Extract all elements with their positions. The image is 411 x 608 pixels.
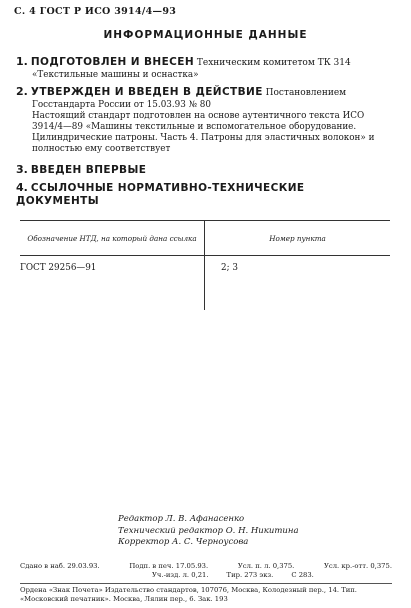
pub-field: Уч.-изд. л. 0,21.: [152, 570, 209, 579]
table-header: [20, 221, 390, 256]
section-text-line2: Госстандарта России от 15.03.93 № 80: [32, 99, 211, 110]
section-2: [16, 86, 390, 155]
publication-row-2: [152, 571, 392, 580]
section-text: Постановлением: [262, 88, 347, 98]
tech-editor-line: Технический редактор О. Н. Никитина: [118, 525, 299, 536]
pub-field: Тир. 273 экз.: [226, 570, 274, 579]
section-caption: УТВЕРЖДЕН И ВВЕДЕН В ДЕЙСТВИЕ: [30, 86, 263, 98]
pub-field: Усл. кр.-отт. 0,375.: [324, 562, 392, 570]
references-table: [20, 220, 390, 310]
table-cell-clause: 2; 3: [221, 263, 238, 273]
printer-info: Ордена «Знак Почета» Издательство стандартов, 107076, Москва, Колодезный пер., 14. Тип. «Московский печатник». Москва, Лялин пер., 6. Зак. 193: [20, 586, 357, 603]
section-caption: ССЫЛОЧНЫЕ НОРМАТИВНО-ТЕХНИЧЕСКИЕ ДОКУМЕНТЫ: [16, 182, 305, 207]
section-number: 4.: [16, 181, 28, 194]
divider: [20, 583, 392, 584]
section-1: [16, 56, 390, 81]
pub-field: Усл. п. л. 0,375.: [237, 562, 295, 570]
column-header-document: Обозначение НТД, на который дана ссылка: [20, 221, 205, 255]
pub-field: Подп. в печ. 17.05.93.: [129, 562, 209, 570]
corrector-line: Корректор А. С. Черноусова: [118, 537, 249, 547]
section-4: [16, 182, 356, 208]
publication-row-1: [20, 562, 392, 571]
section-text: Техническим комитетом ТК 314: [194, 58, 351, 68]
section-number: 3.: [16, 163, 28, 176]
editors-block: [118, 514, 299, 549]
section-3: [16, 164, 390, 178]
pub-field: С 283.: [291, 570, 314, 579]
section-number: 1.: [16, 55, 28, 68]
section-text-line2: «Текстильные машины и оснастка»: [32, 69, 199, 80]
section-caption: ПОДГОТОВЛЕН И ВНЕСЕН: [30, 56, 195, 68]
section-paragraph: Настоящий стандарт подготовлен на основе аутентичного текста ИСО 3914/4—89 «Машины текстильные и вспомогательное оборудование. Цилиндрические патроны. Часть 4. Патроны для эластичных волокон» и полностью ему соответствует: [32, 110, 375, 154]
section-number: 2.: [16, 85, 28, 98]
pub-field: Сдано в наб. 29.03.93.: [20, 562, 100, 570]
column-header-clause: Номер пункта: [269, 233, 326, 243]
editor-line: Редактор Л. В. Афанасенко: [118, 514, 245, 524]
table-row: [20, 256, 390, 310]
page-header: С. 4 ГОСТ Р ИСО 3914/4—93: [14, 6, 177, 17]
publication-info: [20, 562, 392, 579]
section-caption: ВВЕДЕН ВПЕРВЫЕ: [30, 164, 147, 176]
table-cell-document: ГОСТ 29256—91: [20, 256, 205, 310]
page-title: ИНФОРМАЦИОННЫЕ ДАННЫЕ: [103, 29, 308, 41]
